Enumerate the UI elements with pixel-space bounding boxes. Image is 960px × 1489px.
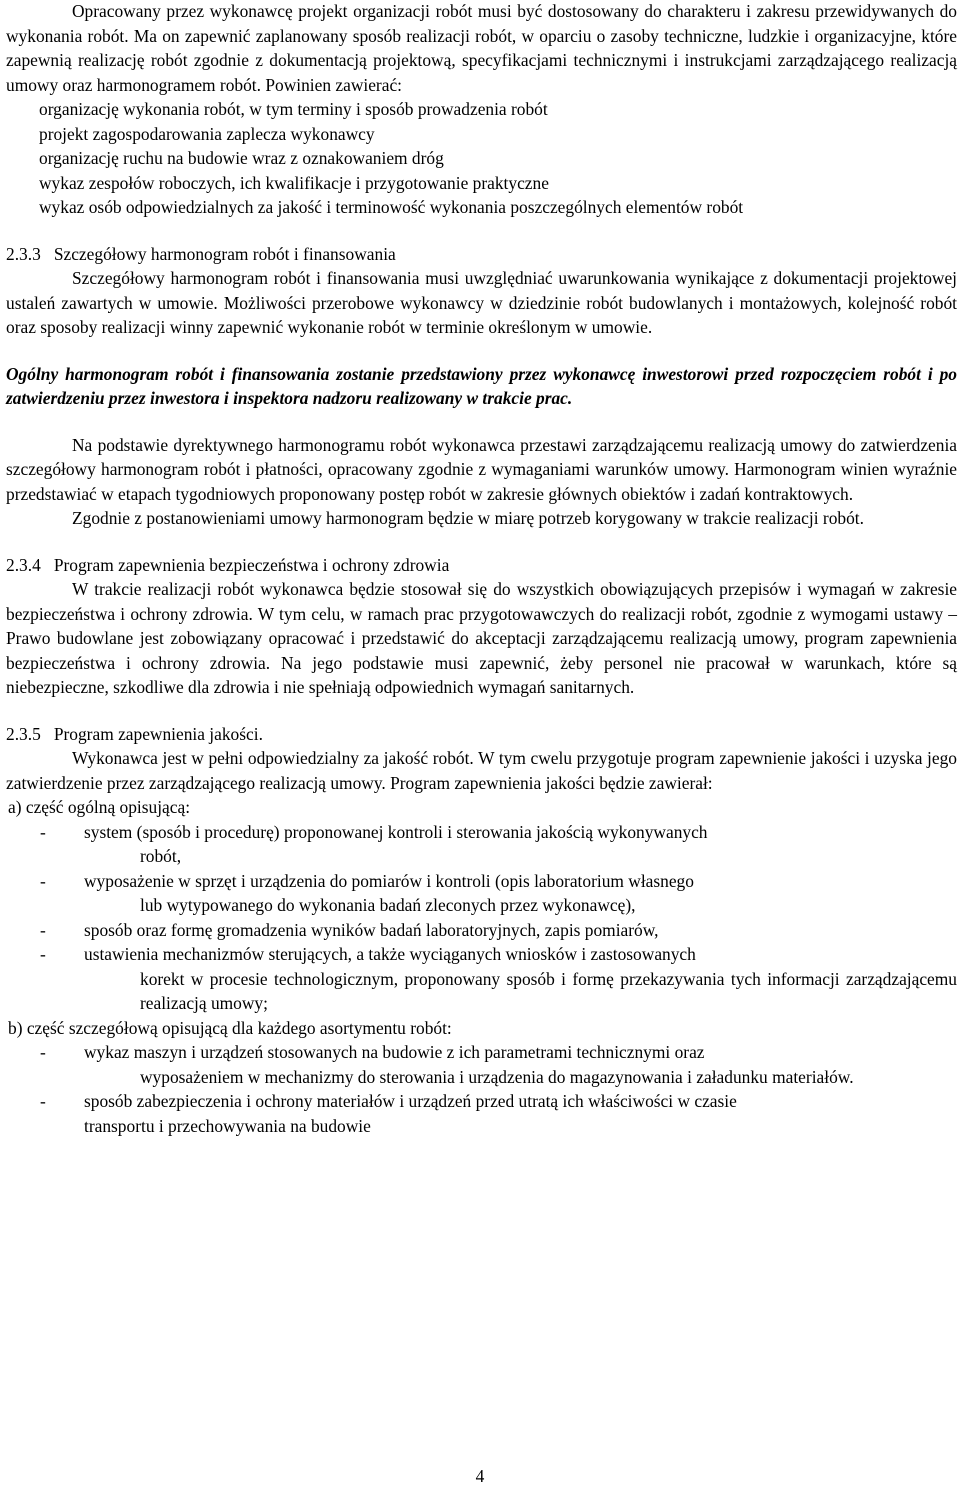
section-heading: 2.3.4 Program zapewnienia bezpieczeństwa i ochrony zdrowia — [6, 554, 450, 575]
section-paragraph: Zgodnie z postanowieniami umowy harmonogram będzie w miarę potrzeb korygowany w trakcie realizacji robót. — [72, 508, 864, 528]
list-item: - sposób oraz formę gromadzenia wyników badań laboratoryjnych, zapis pomiarów, — [40, 919, 659, 940]
intro-paragraph: Opracowany przez wykonawcę projekt organizacji robót musi być dostosowany do charakteru i zakresu przewidywanych do wykonania robót. Ma on zapewnić zaplanowany sposób realizacji robót, w oparciu o zasoby techniczne, ludzkie i organizacyjne, które zapewnią realizację robót zgodnie z dokumentacją projektową, specyfikacjami technicznymi i instrukcjami zarządzającego realizacją umowy oraz harmonogramem robót. Powinien zawierać: — [6, 1, 957, 95]
list-item: wykaz zespołów roboczych, ich kwalifikacje i przygotowanie praktyczne — [39, 172, 549, 193]
section-heading: 2.3.5 Program zapewnienia jakości. — [6, 723, 263, 744]
list-item: - ustawienia mechanizmów sterujących, a także wyciąganych wniosków i zastosowanych korekt w procesie technologicznym, proponowany sposób i formę przekazywania tych informacji zarządzającemu realizacją umowy; — [40, 944, 957, 1013]
intro-list — [6, 97, 957, 220]
sublist-label: a) część ogólną opisującą: — [8, 797, 191, 817]
list-item: projekt zagospodarowania zaplecza wykonawcy — [39, 123, 375, 144]
sublist-label: b) część szczegółową opisującą dla każdego asortymentu robót: — [8, 1017, 452, 1038]
page-number: 4 — [475, 1466, 485, 1486]
list-item: - wyposażenie w sprzęt i urządzenia do pomiarów i kontroli (opis laboratorium własnego lub wytypowanego do wykonania badań zleconych przez wykonawcę), — [40, 870, 694, 915]
list-item: wykaz osób odpowiedzialnych za jakość i terminowość wykonania poszczególnych elementów robót — [39, 197, 744, 217]
list-item: - system (sposób i procedurę) proponowanej kontroli i sterowania jakością wykonywanych robót, — [40, 821, 708, 866]
section-heading: 2.3.3 Szczegółowy harmonogram robót i finansowania — [6, 243, 396, 264]
document-page — [6, 0, 957, 1138]
section-paragraph: Na podstawie dyrektywnego harmonogramu robót wykonawca przestawi zarządzającemu realizacją umowy do zatwierdzenia szczegółowy harmonogram robót i płatności, opracowany zgodnie z wymaganiami warunków umowy. Harmonogram winien wyraźnie przedstawiać w etapach tygodniowych proponowany postęp robót w zakresie głównych obiektów i zadań kontraktowych. — [6, 434, 957, 504]
bold-italic-paragraph: Ogólny harmonogram robót i finansowania zostanie przedstawiony przez wykonawcę inwestorowi przed rozpoczęciem robót i po zatwierdzeniu przez inwestora i inspektora nadzoru realizowany w trakcie prac. — [6, 363, 957, 408]
list-item: - sposób zabezpieczenia i ochrony materiałów i urządzeń przed utratą ich właściwości w czasie transportu i przechowywania na budowie — [40, 1091, 737, 1136]
list-item: organizację ruchu na budowie wraz z oznakowaniem dróg — [39, 148, 444, 168]
list-item: organizację wykonania robót, w tym terminy i sposób prowadzenia robót — [39, 99, 548, 119]
section-paragraph: Wykonawca jest w pełni odpowiedzialny za jakość robót. W tym cwelu przygotuje program zapewnienie jakości i uzyska jego zatwierdzenie przez zarządzającego realizacją umowy. Program zapewnienia jakości będzie zawierał: — [6, 748, 957, 793]
section-paragraph: Szczegółowy harmonogram robót i finansowania musi uwzględniać uwarunkowania wynikające z dokumentacji projektowej ustaleń zawartych w umowie. Możliwości przerobowe wykonawcy w dziedzinie robót budowlanych i montażowych, kolejność robót oraz sposoby realizacji winny zapewnić wykonanie robót w terminie określonym w umowie. — [6, 268, 957, 337]
section-paragraph: W trakcie realizacji robót wykonawca będzie stosował się do wszystkich obowiązujących przepisów i wymagań w zakresie bezpieczeństwa i ochrony zdrowia. W tym celu, w ramach prac przygotowawczych do realizacji robót, zgodnie z wymogami ustawy – Prawo budowlane jest zobowiązany opracować i przedstawić do akceptacji zarządzającemu realizacją umowy, program zapewnienia bezpieczeństwa i ochrony zdrowia. Na jego podstawie musi zapewnić, żeby personel nie pracował w warunkach, które są niebezpieczne, szkodliwe dla zdrowia i nie spełniają odpowiednich wymagań sanitarnych. — [6, 579, 957, 697]
list-item: - wykaz maszyn i urządzeń stosowanych na budowie z ich parametrami technicznymi oraz wyposażeniem w mechanizmy do sterowania i urządzenia do magazynowania i załadunku materiałów. — [40, 1042, 854, 1087]
